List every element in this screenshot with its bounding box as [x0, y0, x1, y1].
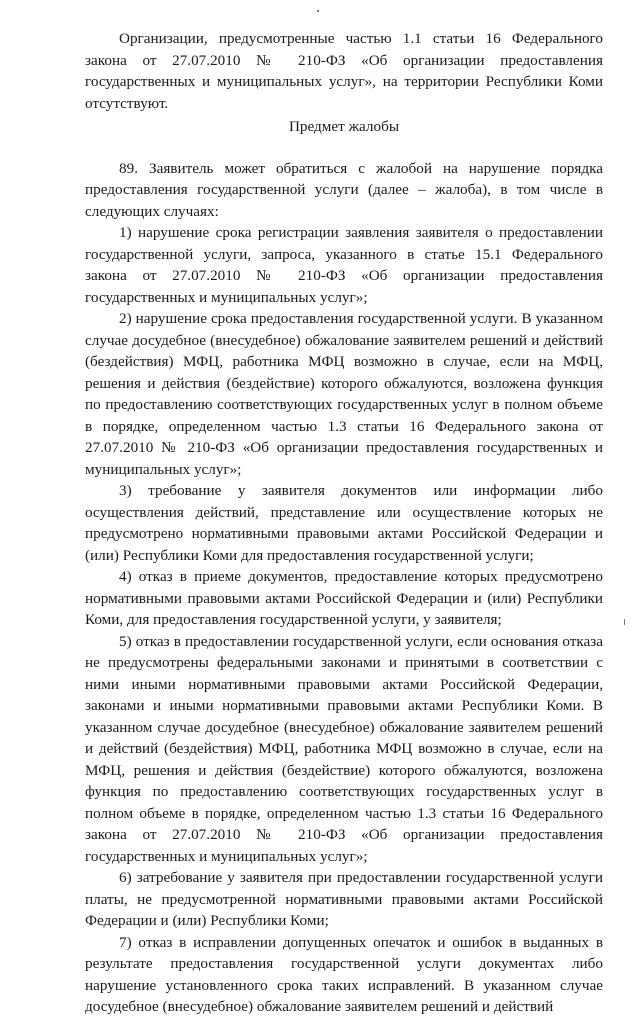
list-item-6: 6) затребование у заявителя при предоставлении государственной услуги платы, не предусмотренной нормативными правовыми актами Российской Федерации и (или) Республики Коми;: [85, 869, 603, 929]
section-heading: Предмет жалобы: [288, 118, 400, 135]
paragraph-89: 89. Заявитель может обратиться с жалобой на нарушение порядка предоставления государственной услуги (далее – жалоба), в том числе в следующих случаях:: [85, 159, 603, 220]
scan-speck: [317, 10, 319, 12]
intro-paragraph: Организации, предусмотренные частью 1.1 статьи 16 Федерального закона от 27.07.2010 № 210-ФЗ «Об организации предоставления государственных и муниципальных услуг», на территории Республики Коми отсутствуют.: [85, 30, 603, 112]
list-item-5: 5) отказ в предоставлении государственной услуги, если основания отказа не предусмотрены федеральными законами и принятыми в соответствии с ними иными нормативными правовыми актами Российской Федерации, законами и иными нормативными правовыми актами Республики Коми. В указанном случае досудебное (внесудебное) обжалование заявителем решений и действий (бездействия) МФЦ, работника МФЦ возможно в случае, если на МФЦ, решения и действия (бездействие) которого обжалуются, возложена функция по предоставлению соответствующих государственных услуг в полном объеме в порядке, определенном частью 1.3 статьи 16 Федерального закона от 27.07.2010 № 210-ФЗ «Об организации предоставления государственных и муниципальных услуг»;: [85, 632, 603, 865]
list-item-7: 7) отказ в исправлении допущенных опечаток и ошибок в выданных в результате предоставления государственной услуги документах либо нарушение установленного срока таких исправлений. В указанном случае досудебное (внесудебное) обжалование заявителем решений и действий: [85, 933, 603, 1015]
list-item-3: 3) требование у заявителя документов или информации либо осуществления действий, представление или осуществление которых не предусмотрено нормативными правовыми актами Российской Федерации и (или) Республики Коми для предоставления государственной услуги;: [85, 482, 603, 564]
list-item-4: 4) отказ в приеме документов, предоставление которых предусмотрено нормативными правовыми актами Российской Федерации и (или) Республики Коми, для предоставления государственной услуги, у заявителя;: [85, 568, 603, 628]
scan-mark: [624, 619, 625, 625]
list-item-1: 1) нарушение срока регистрации заявления заявителя о предоставлении государственной услуги, запроса, указанного в статье 15.1 Федерального закона от 27.07.2010 № 210-ФЗ «Об организации предоставления государственных и муниципальных услуг»;: [85, 224, 603, 306]
document-body: [85, 28, 603, 1018]
list-item-2: 2) нарушение срока предоставления государственной услуги. В указанном случае досудебное (внесудебное) обжалование заявителем решений и действий (бездействия) МФЦ, работника МФЦ возможно в случае, если на МФЦ, решения и действия (бездействие) которого обжалуются, возложена функция по предоставлению соответствующих государственных услуг в полном объеме в порядке, определенном частью 1.3 статьи 16 Федерального закона от 27.07.2010 № 210-ФЗ «Об организации предоставления государственных и муниципальных услуг»;: [85, 310, 603, 478]
